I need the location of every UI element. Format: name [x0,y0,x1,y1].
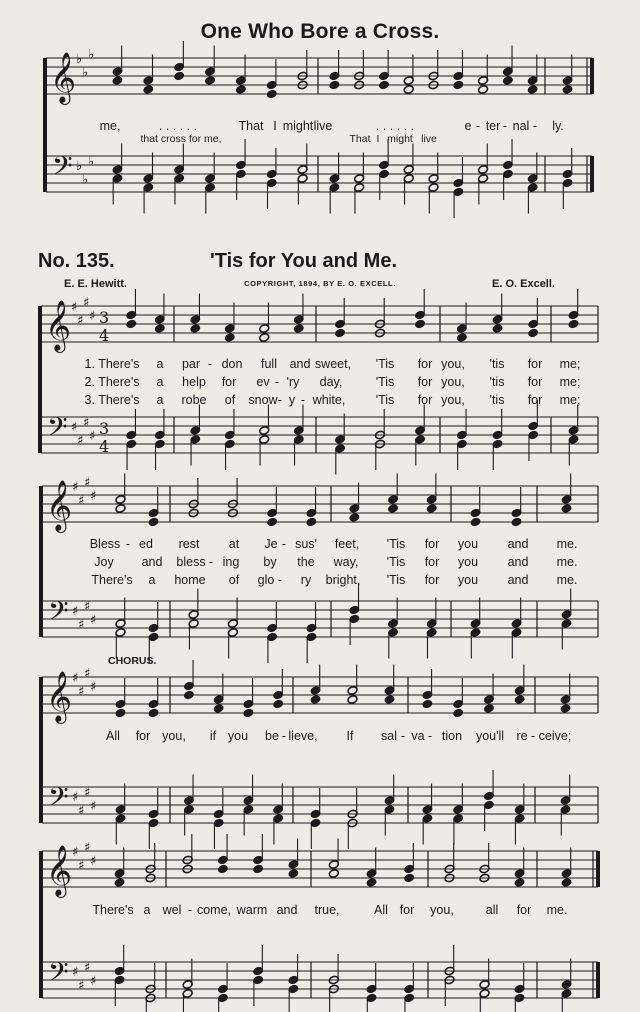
note-head [378,80,389,90]
key-signature: ♯ [89,309,96,324]
key-signature: ♯ [71,300,78,315]
note-head [267,517,278,527]
lyric-syllable: - [532,119,538,133]
lyric-syllable: - [300,393,306,407]
note-head [112,76,123,86]
lyric-syllable: don [221,357,243,371]
key-signature: ♯ [71,420,78,435]
treble-clef: 𝄞 [46,845,73,896]
key-signature: ♯ [77,433,84,449]
note-head [183,690,194,700]
note-head [143,85,154,95]
bass-clef: 𝄢 [48,781,69,819]
note-head [511,517,522,527]
lyric-syllable: and [141,555,163,569]
lyric-syllable: live [313,119,333,133]
lyric-syllable: full [261,357,277,371]
lyric-syllable: - [207,357,213,371]
lyric-syllable: If [346,729,354,743]
note-head [115,708,126,718]
composer-credit: E. O. Excell. [492,278,555,290]
lyric-syllable: for [527,393,543,407]
lyric-syllable: by [263,555,277,569]
key-signature: ♯ [84,960,91,976]
key-signature: ♯ [78,684,85,700]
note-head [502,76,513,86]
lyric-syllable: for [527,357,543,371]
chorus-line-2 [0,903,640,919]
lyric-syllable: the [297,555,315,569]
key-signature: ♯ [72,671,79,686]
key-signature: ♯ [72,604,79,619]
lyric-syllable: 'Tis [375,393,395,407]
note-head [273,699,284,709]
key-signature: ♯ [78,617,85,633]
time-signature: 4 [99,326,110,345]
note-head [403,85,414,95]
note-head [126,319,137,329]
lyric-syllable: - [427,729,433,743]
key-signature: ♯ [83,415,90,431]
lyric-syllable: a [143,903,151,917]
lyric-syllable: me. [556,537,578,551]
lyric-syllable: a [156,375,164,389]
lyric-syllable: me; [559,375,581,389]
lyric-syllable: you [457,537,479,551]
lyric-syllable: There's [92,903,134,917]
key-signature: ♯ [84,475,91,491]
lyric-syllable: me. [556,573,578,587]
hymn-title: 'Tis for You and Me. [210,250,398,272]
note-head [335,328,346,338]
lyric-syllable: live [421,133,437,145]
lyric-syllable: for [399,903,415,917]
key-signature: ♯ [78,493,85,509]
lyric-syllable: and [276,903,298,917]
note-head [213,704,224,714]
note-head [483,704,494,714]
note-head [328,869,339,879]
verse-2-line-1 [0,375,640,391]
lyric-syllable: 3. There's [84,393,140,407]
lyric-syllable: There's [91,573,133,587]
lyric-syllable: re [516,729,528,743]
key-signature: ♯ [78,858,85,874]
lyric-syllable: feet, [334,537,360,551]
lyric-syllable: a [156,357,164,371]
lyric-syllable: be [265,729,279,743]
lyric-syllable: might [387,133,413,145]
lyric-syllable: white, [312,393,346,407]
note-head [384,695,395,705]
lyric-syllable: robe [181,393,207,407]
time-signature: 4 [99,437,110,456]
lyric-syllable: 'Tis [375,357,395,371]
lyric-syllable: me. [556,555,578,569]
note-head [114,878,125,888]
note-head [293,324,304,334]
note-head [310,695,321,705]
lyric-syllable: All [374,903,388,917]
note-head [174,71,185,81]
lyric-syllable: ry [300,573,312,587]
bass-clef: 𝄢 [47,411,68,449]
key-signature: ♯ [89,429,96,444]
lyric-syllable: bright, [325,573,361,587]
chorus-line-1 [0,729,640,745]
key-signature: ♯ [90,799,97,814]
lyric-syllable: - [502,119,508,133]
lyric-syllable: warm [236,903,268,917]
lyric-line-top-lower [0,133,640,149]
note-head [470,517,481,527]
lyric-syllable: - [277,573,283,587]
note-head [235,85,246,95]
lyric-syllable: Joy [94,555,114,569]
lyric-syllable: . . . . . . [375,119,415,133]
key-signature: ♭ [82,172,89,188]
lyric-syllable: 'Tis [375,375,395,389]
key-signature: ♭ [76,159,83,174]
lyric-syllable: way, [333,555,359,569]
time-signature: 3 [99,419,110,438]
lyric-syllable: for [424,573,440,587]
note-head [456,333,467,343]
note-head [562,85,573,95]
lyric-syllable: for [527,375,543,389]
note-head [306,517,317,527]
lyric-syllable: I [273,119,277,133]
note-head [560,704,571,714]
note-head [148,708,159,718]
verse-1-line-2 [0,537,640,553]
note-head [288,869,299,879]
lyric-syllable: you, [441,357,465,371]
key-signature: ♯ [83,295,90,311]
lyric-syllable: a [148,573,156,587]
note-head [492,324,503,334]
lyric-syllable: you, [441,393,465,407]
lyric-syllable: ev [256,375,270,389]
note-head [568,319,579,329]
lyric-syllable: wel [162,903,182,917]
lyric-syllable: - [475,119,481,133]
lyric-syllable: that cross for me, [140,133,222,145]
lyric-syllable: 2. There's [84,375,140,389]
note-head [561,878,572,888]
lyric-syllable: Bless [89,537,121,551]
lyric-syllable: - [277,393,283,407]
lyric-syllable: at [228,537,240,551]
lyric-syllable: you [457,555,479,569]
bass-clef: 𝄢 [48,956,69,994]
lyric-syllable: sal [381,729,397,743]
lyric-syllable: come, [196,903,232,917]
lyric-syllable: nal [512,119,530,133]
key-signature: ♯ [72,965,79,980]
lyric-syllable: - [530,729,536,743]
lyric-syllable: for [417,375,433,389]
lyric-syllable: for [417,393,433,407]
lyric-syllable: for [221,375,237,389]
lyric-syllable: you, [430,903,454,917]
lyric-syllable: ed [139,537,153,551]
hymn-number: No. 135. [38,250,115,272]
key-signature: ♯ [84,840,91,856]
lyric-syllable: you [227,729,249,743]
verse-3-line-1 [0,393,640,409]
lyric-syllable: home [174,573,206,587]
lyric-syllable: tion [441,729,463,743]
lyric-syllable: day, [319,375,343,389]
lyric-syllable: for [424,555,440,569]
previous-hymn-title: One Who Bore a Cross. [200,20,440,43]
verse-1-line-1 [0,357,640,373]
lyric-syllable: might [282,119,314,133]
lyric-syllable: you, [441,375,465,389]
lyric-syllable: help [182,375,206,389]
lyric-syllable: - [281,729,287,743]
note-head [329,80,340,90]
lyric-syllable: All [106,729,120,743]
lyric-syllable: - [208,555,214,569]
note-head [453,708,464,718]
lyric-syllable: . . . . . . [158,119,198,133]
lyric-syllable: you'll [475,729,505,743]
lyric-syllable: 'tis [489,357,505,371]
lyric-syllable: of [228,573,240,587]
key-signature: ♭ [76,52,83,67]
note-head [266,89,277,99]
note-head [154,324,165,334]
lyric-syllable: me. [546,903,568,917]
lyric-syllable: 'Tis [386,537,406,551]
key-signature: ♯ [77,313,84,329]
lyric-syllable: - [274,375,280,389]
note-head [422,699,433,709]
lyric-syllable: - [125,537,131,551]
lyric-syllable: sus' [295,537,317,551]
key-signature: ♯ [78,803,85,819]
lyric-syllable: you [457,573,479,587]
note-head [514,695,525,705]
note-head [561,504,572,514]
note-head [453,80,464,90]
key-signature: ♭ [82,65,89,81]
lyric-syllable: ceive; [538,729,572,743]
lyric-syllable: 'tis [489,375,505,389]
treble-clef: 𝄞 [50,52,77,103]
lyric-syllable: y [288,393,296,407]
note-head [243,708,254,718]
key-signature: ♭ [88,154,95,170]
lyric-syllable: for [424,537,440,551]
lyric-syllable: snow [248,393,278,407]
lyric-syllable: of [224,393,236,407]
note-head [527,85,538,95]
key-signature: ♯ [90,854,97,869]
bass-clef: 𝄢 [48,595,69,633]
lyric-syllable: That [238,119,264,133]
key-signature: ♭ [88,47,95,63]
note-head [224,333,235,343]
lyric-syllable: and [289,357,311,371]
note-head [366,878,377,888]
key-signature: ♯ [72,845,79,860]
note-head [115,504,126,514]
lyric-syllable: rest [178,537,200,551]
chorus-label: CHORUS. [108,655,157,667]
note-head [347,695,358,705]
key-signature: ♯ [78,978,85,994]
note-head [415,319,426,329]
note-head [259,333,270,343]
lyric-syllable: ter [485,119,501,133]
lyric-syllable: glo [257,573,275,587]
lyric-syllable: 'tis [489,393,505,407]
copyright-notice: COPYRIGHT, 1894, BY E. O. EXCELL. [244,279,396,288]
note-head [388,504,399,514]
lyric-syllable: for [417,357,433,371]
time-signature: 3 [99,308,110,327]
note-head [205,76,216,86]
key-signature: ♯ [90,680,97,695]
key-signature: ♯ [90,489,97,504]
lyric-syllable: - [187,903,193,917]
note-head [253,864,264,874]
lyric-syllable: lieve, [288,729,318,743]
note-head [148,517,159,527]
verse-2-line-2 [0,555,640,571]
lyric-syllable: - [400,729,406,743]
note-head [514,878,525,888]
lyric-syllable: me; [559,357,581,371]
treble-clef: 𝄞 [46,671,73,722]
lyric-syllable: That [349,133,371,145]
bass-clef: 𝄢 [52,150,73,188]
lyric-syllable: sweet, [314,357,352,371]
note-head [426,504,437,514]
lyric-syllable: me, [99,119,121,133]
lyric-syllable: par [181,357,201,371]
key-signature: ♯ [90,974,97,989]
lyric-syllable: ly. [552,119,564,133]
verse-3-line-2 [0,573,640,589]
lyric-syllable: 'ry [286,375,300,389]
lyric-syllable: a [156,393,164,407]
note-head [478,85,489,95]
lyric-syllable: Je [264,537,278,551]
lyric-syllable: me; [559,393,581,407]
lyric-syllable: - [281,537,287,551]
lyric-syllable: for [135,729,151,743]
lyric-syllable: va [411,729,425,743]
note-head [528,328,539,338]
lyric-syllable: e [464,119,472,133]
key-signature: ♯ [72,790,79,805]
lyric-syllable: bless [176,555,206,569]
lyric-syllable: all [485,903,499,917]
lyric-syllable: I [376,133,380,145]
note-head [190,324,201,334]
lyric-syllable: true, [314,903,340,917]
key-signature: ♯ [84,599,91,615]
lyric-syllable: 'Tis [386,555,406,569]
note-head [217,864,228,874]
key-signature: ♯ [84,666,91,682]
note-head [404,873,415,883]
lyric-syllable: you, [162,729,186,743]
lyric-syllable: for [516,903,532,917]
treble-clef: 𝄞 [45,300,72,351]
lyric-syllable: 1. There's [84,357,140,371]
lyric-syllable: if [209,729,217,743]
lyric-syllable: ing [222,555,240,569]
lyric-syllable: 'Tis [386,573,406,587]
author-credit: E. E. Hewitt. [64,278,127,290]
lyric-syllable: and [507,573,529,587]
lyric-syllable: and [507,555,529,569]
note-head [349,513,360,523]
key-signature: ♯ [72,480,79,495]
key-signature: ♯ [84,785,91,801]
key-signature: ♯ [90,613,97,628]
lyric-syllable: and [507,537,529,551]
treble-clef: 𝄞 [46,480,73,531]
